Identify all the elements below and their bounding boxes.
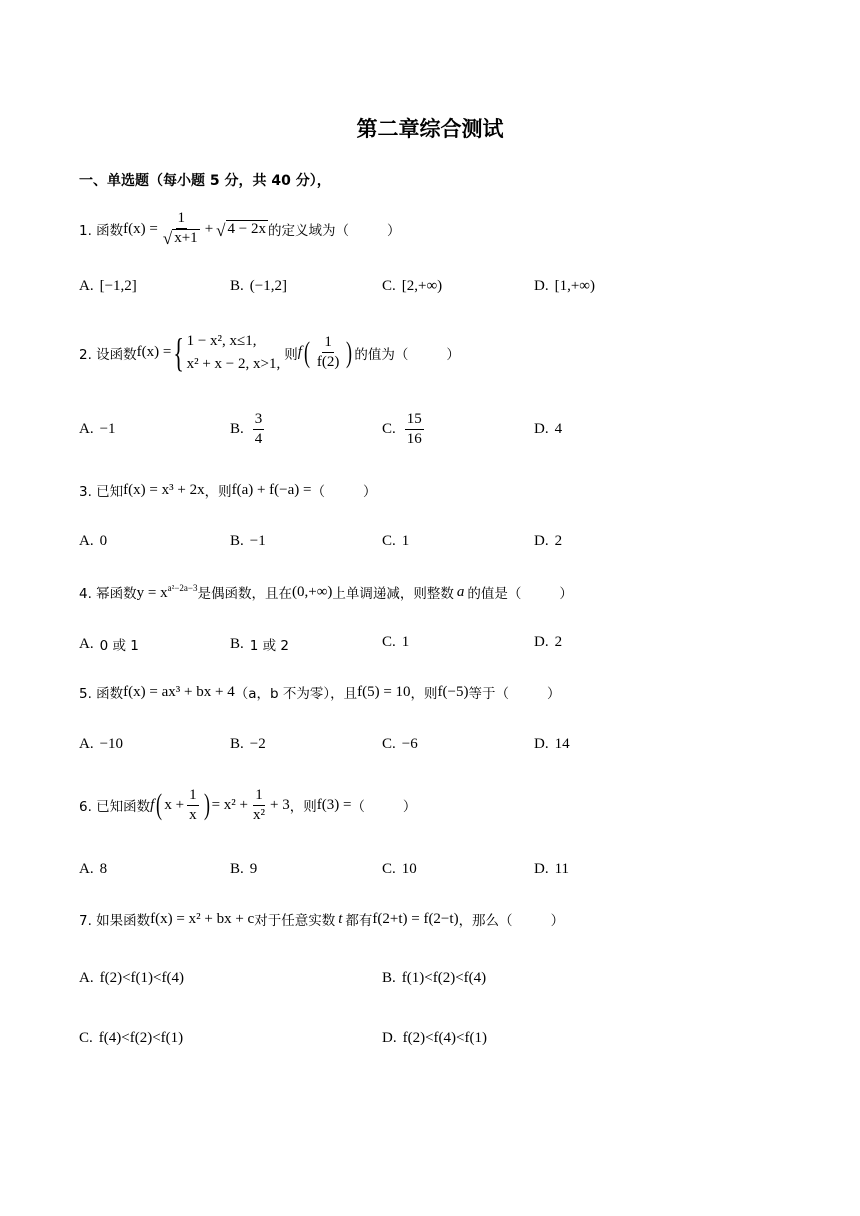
question-7-function: f(x) = x² + bx + c bbox=[150, 910, 255, 927]
question-2-option-b[interactable]: B. $\frac{3}{4}$ bbox=[230, 411, 263, 447]
question-2-option-d[interactable]: D. 4 bbox=[534, 421, 563, 437]
question-4-option-a[interactable]: A. 0 或 1 bbox=[79, 635, 139, 654]
question-6: 6. 已知函数 f ( x + $\frac{1}{x}$ ) = x² + $\frac{1}{\text{x²}}$ + 3 ，则 f(3) = （ ） bbox=[79, 787, 417, 823]
question-1-option-c[interactable]: C. [2,+∞) bbox=[382, 278, 443, 294]
question-5-option-a[interactable]: A. −10 bbox=[79, 736, 124, 752]
page-title: 第二章综合测试 bbox=[356, 117, 504, 141]
question-5-option-c[interactable]: C. −6 bbox=[382, 736, 418, 752]
question-1 bbox=[79, 209, 400, 250]
question-6-option-c[interactable]: C. 10 bbox=[382, 861, 417, 877]
question-1-function: f(x) = bbox=[123, 220, 158, 237]
question-5: 5. 函数 f(x) = ax³ + bx + 4 （a，b 不为零），且 f(5) = 10 ，则 f(−5) 等于（ ） bbox=[79, 683, 561, 702]
question-4-option-d[interactable]: D. 2 bbox=[534, 634, 563, 650]
question-2-then: 则 bbox=[284, 346, 298, 363]
question-2-function: f(x) = bbox=[136, 344, 172, 360]
question-7-option-b[interactable]: B. f(1)<f(2)<f(4) bbox=[382, 970, 487, 986]
question-2-option-a[interactable]: A. −1 bbox=[79, 421, 116, 437]
question-1-plus: + bbox=[204, 220, 214, 237]
question-2-tail: 的值为（ bbox=[354, 346, 409, 363]
question-5-function: f(x) = ax³ + bx + 4 bbox=[123, 683, 235, 700]
question-1-option-a[interactable]: A. [−1,2] bbox=[79, 278, 137, 294]
question-3-expression: f(a) + f(−a) = bbox=[231, 481, 312, 498]
question-1-close: ） bbox=[386, 223, 401, 240]
question-7: 7. 如果函数 f(x) = x² + bx + c 对于任意实数 t 都有 f(2+t) = f(2−t) ，那么（ ） bbox=[79, 910, 565, 929]
question-5-option-b[interactable]: B. −2 bbox=[230, 736, 266, 752]
question-1-tail: 的定义域为（ bbox=[267, 223, 349, 240]
question-6-option-d[interactable]: D. 11 bbox=[534, 861, 570, 877]
question-3-option-d[interactable]: D. 2 bbox=[534, 533, 563, 549]
question-4: 4. 幂函数 $y = x^{a^2-2a-3}$ 是偶函数，且在 (0,+∞) 上单调递减，则整数 a 的值是（ ） bbox=[79, 582, 573, 602]
question-4-option-b[interactable]: B. 1 或 2 bbox=[230, 635, 290, 654]
section-heading: 一、单选题（每小题 5 分，共 40 分）， bbox=[79, 173, 331, 189]
question-3-option-a[interactable]: A. 0 bbox=[79, 533, 108, 549]
question-1-option-b[interactable]: B. (−1,2] bbox=[230, 278, 287, 294]
question-4-function: $y = x^{a^2-2a-3}$ bbox=[136, 582, 198, 601]
question-4-option-c[interactable]: C. 1 bbox=[382, 634, 410, 650]
question-6-option-b[interactable]: B. 9 bbox=[230, 861, 258, 877]
question-6-fraction-2: $\frac{1}{\text{x²}}$ bbox=[252, 787, 265, 823]
question-1-option-d[interactable]: D. [1,+∞) bbox=[534, 278, 595, 294]
question-1-sqrt: √ 4 − 2x bbox=[216, 220, 266, 240]
question-3-option-c[interactable]: C. 1 bbox=[382, 533, 410, 549]
question-3: 3. 已知 f(x) = x³ + 2x ，则 f(a) + f(−a) = （ ） bbox=[79, 481, 377, 500]
question-3-option-b[interactable]: B. −1 bbox=[230, 533, 266, 549]
question-1-number: 1. 函数 bbox=[79, 223, 124, 240]
question-2-fraction: $\frac{1}{f(2)}$ bbox=[316, 334, 340, 370]
question-3-function: f(x) = x³ + 2x bbox=[123, 481, 205, 498]
question-2-number: 2. 设函数 bbox=[79, 346, 137, 363]
question-7-option-a[interactable]: A. f(2)<f(1)<f(4) bbox=[79, 970, 184, 986]
question-7-option-c[interactable]: C. f(4)<f(2)<f(1) bbox=[79, 1030, 184, 1046]
question-6-option-a[interactable]: A. 8 bbox=[79, 861, 108, 877]
question-1-fraction: 1 √ x+1 bbox=[162, 210, 198, 248]
question-2-cases: 1 − x², x≤1, x² + x − 2, x>1, bbox=[186, 333, 281, 372]
question-2: 2. 设函数 f(x) = { 1 − x², x≤1, x² + x − 2, x>1, 则 f ( $\frac{1}{f(2)}$ ) 的值为（ ） bbox=[79, 329, 460, 375]
question-5-option-d[interactable]: D. 14 bbox=[534, 736, 570, 752]
question-6-fraction-1: $\frac{1}{x}$ bbox=[189, 787, 197, 823]
question-2-option-c[interactable]: C. $\frac{15}{16}$ bbox=[382, 411, 422, 447]
question-7-option-d[interactable]: D. f(2)<f(4)<f(1) bbox=[382, 1030, 487, 1046]
